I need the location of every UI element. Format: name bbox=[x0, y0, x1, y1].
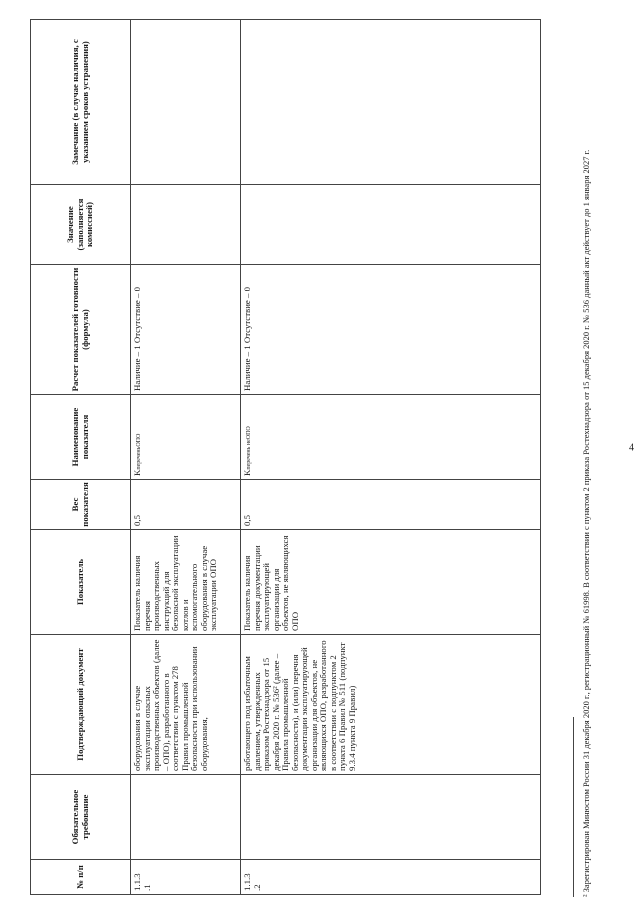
table-row bbox=[131, 20, 241, 895]
header-document: Подтверждающий документ bbox=[31, 635, 131, 775]
coef-sub: переченьОПО bbox=[136, 433, 142, 470]
row-remark bbox=[241, 20, 541, 185]
header-requirement: Обязательное требование bbox=[31, 775, 131, 860]
footnote: ² Зарегистрирован Минюстом России 31 декабря 2020 г., регистрационный № 61998. В соответствии с пунктом 2 приказа Ростехнадзора от 15 декабря 2020 г. № 536 данный акт действует до 1 января 2027 г. bbox=[581, 149, 591, 897]
row-document: работающего под избыточным давлением, утвержденных приказом Ростехнадзора от 15 декабря 2020 г. № 536² (далее – Правила промышленной безопасности), и (или) перечня документации эксплуатирующей организации для объектов, не являющихся ОПО, разработанного в соответствии с подпунктом 2 пункта 6 Правил № 511 (подпункт 9.3.4 пункта 9 Правил) bbox=[241, 635, 541, 775]
row-requirement bbox=[131, 775, 241, 860]
row-indicator: Показатель наличия перечня документации эксплуатирующей организации для объектов, не являющихся ОПО bbox=[241, 530, 541, 635]
header-weight: Вес показателя bbox=[31, 480, 131, 530]
footnote-rule bbox=[573, 717, 574, 897]
coef-main: K bbox=[132, 469, 142, 476]
requirements-table bbox=[30, 19, 541, 895]
row-calculation: Наличие – 1 Отсутствие – 0 bbox=[241, 265, 541, 395]
coef-main: K bbox=[242, 469, 252, 476]
row-value bbox=[131, 185, 241, 265]
header-indicator: Показатель bbox=[31, 530, 131, 635]
header-indicator-name: Наименование показателя bbox=[31, 395, 131, 480]
header-remark: Замечание (в случае наличия, с указанием сроков устранения) bbox=[31, 20, 131, 185]
row-weight: 0,5 bbox=[241, 480, 541, 530]
row-document: оборудования в случае эксплуатации опасных производственных объектов (далее – ОПО), разработанного в соответствии с пунктом 278 Правил промышленной безопасности при использовании оборудования, bbox=[131, 635, 241, 775]
page-number: 4 bbox=[629, 442, 634, 454]
row-indicator-name bbox=[131, 395, 241, 480]
header-num: № п/п bbox=[31, 860, 131, 895]
coef-sub: перечень неОПО bbox=[246, 426, 252, 470]
row-value bbox=[241, 185, 541, 265]
row-num: 1.1.3 .2 bbox=[241, 860, 541, 895]
header-calculation: Расчет показателей готовности (формула) bbox=[31, 265, 131, 395]
row-calculation: Наличие – 1 Отсутствие – 0 bbox=[131, 265, 241, 395]
header-value: Значение (заполняется комиссией) bbox=[31, 185, 131, 265]
row-num: 1.1.3 .1 bbox=[131, 860, 241, 895]
row-remark bbox=[131, 20, 241, 185]
table-header-row bbox=[31, 20, 131, 895]
row-indicator-name bbox=[241, 395, 541, 480]
row-weight: 0,5 bbox=[131, 480, 241, 530]
table-row bbox=[241, 20, 541, 895]
row-requirement bbox=[241, 775, 541, 860]
row-indicator: Показатель наличия перечня производственных инструкций для безопасной эксплуатации котлов и вспомогательного оборудования в случае эксплуатации ОПО bbox=[131, 530, 241, 635]
